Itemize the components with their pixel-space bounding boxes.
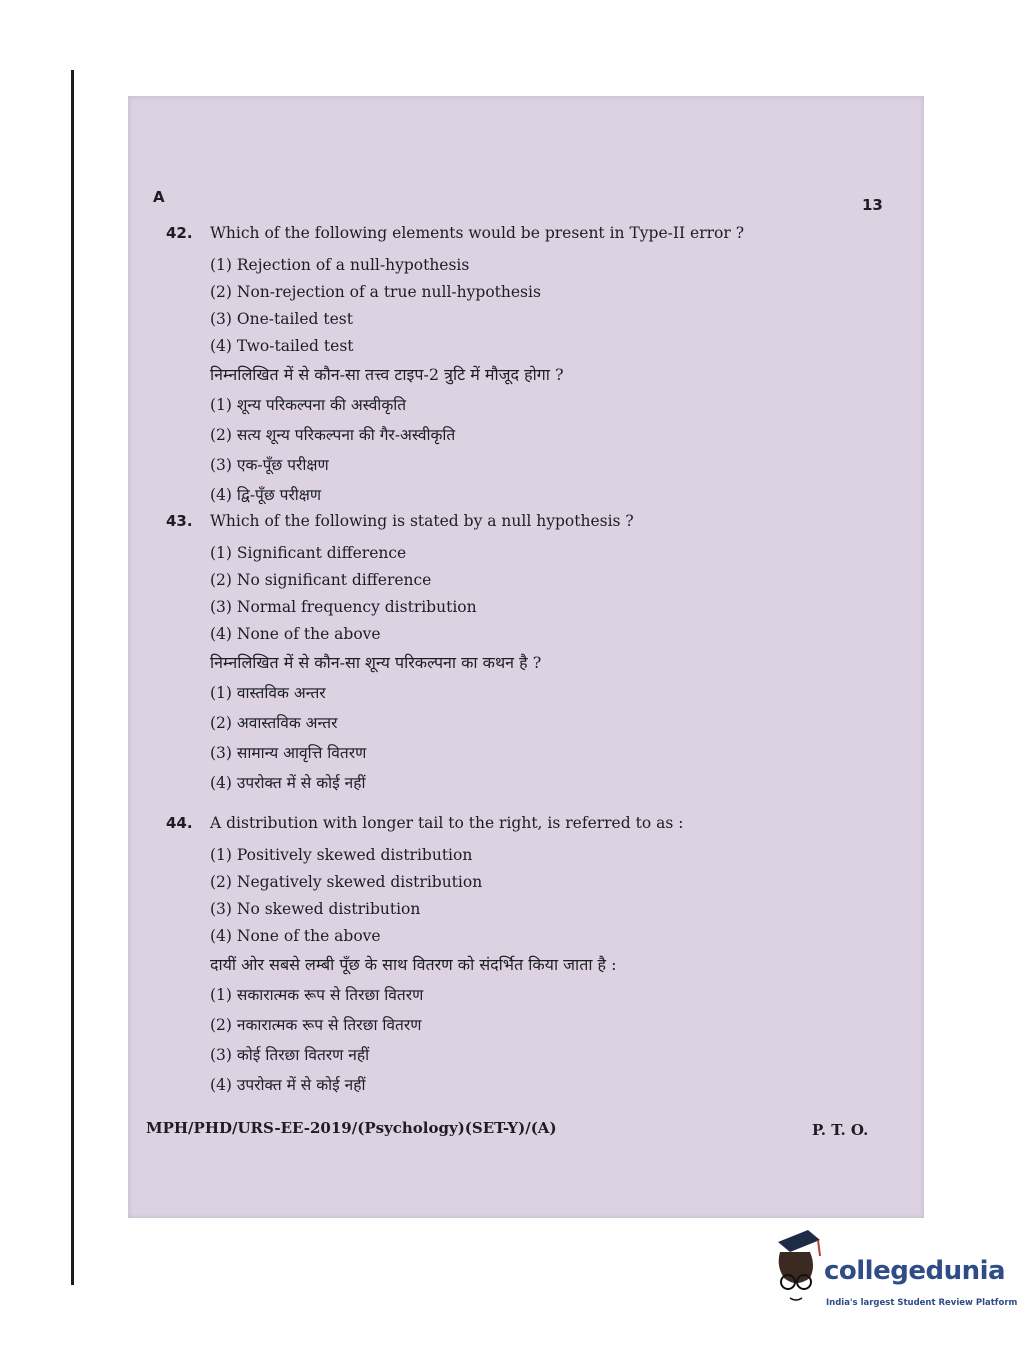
option-en: (3) One-tailed test — [210, 310, 353, 328]
option-hi: (1) सकारात्मक रूप से तिरछा वितरण — [210, 986, 424, 1004]
option-en: (4) None of the above — [210, 927, 381, 945]
option-hi: (1) वास्तविक अन्तर — [210, 684, 326, 702]
option-en: (1) Positively skewed distribution — [210, 846, 473, 864]
option-hi: (1) शून्य परिकल्पना की अस्वीकृति — [210, 396, 407, 414]
question-42 — [166, 224, 886, 510]
option-hi: (4) उपरोक्त में से कोई नहीं — [210, 1076, 366, 1094]
option-hi: (3) कोई तिरछा वितरण नहीं — [210, 1046, 370, 1064]
paper-code: MPH/PHD/URS-EE-2019/(Psychology)(SET-Y)/(A) — [146, 1119, 557, 1137]
option-en: (2) No significant difference — [210, 571, 432, 589]
question-text-en: Which of the following elements would be present in Type-II error ? — [210, 224, 745, 242]
question-44 — [166, 814, 886, 1100]
option-en: (4) Two-tailed test — [210, 337, 354, 355]
brand-tagline: India's largest Student Review Platform — [826, 1298, 1018, 1308]
option-hi: (3) एक-पूँछ परीक्षण — [210, 456, 329, 474]
question-number: 42. — [166, 224, 193, 242]
set-letter: A — [153, 188, 165, 206]
option-hi: (4) द्वि-पूँछ परीक्षण — [210, 486, 322, 504]
mascot-icon — [768, 1222, 824, 1314]
option-hi: (2) सत्य शून्य परिकल्पना की गैर-अस्वीकृति — [210, 426, 456, 444]
exam-page — [128, 96, 924, 1218]
pto-label: P. T. O. — [812, 1121, 869, 1139]
brand-name: collegedunia — [824, 1256, 1006, 1286]
option-en: (1) Rejection of a null-hypothesis — [210, 256, 470, 274]
collegedunia-watermark — [768, 1222, 1018, 1314]
question-text-hi: दायीं ओर सबसे लम्बी पूँछ के साथ वितरण को संदर्भित किया जाता है : — [210, 955, 617, 974]
question-43 — [166, 512, 886, 798]
question-number: 43. — [166, 512, 193, 530]
question-text-en: A distribution with longer tail to the right, is referred to as : — [210, 814, 684, 832]
question-text-hi: निम्नलिखित में से कौन-सा शून्य परिकल्पना का कथन है ? — [210, 653, 542, 672]
question-number: 44. — [166, 814, 193, 832]
option-en: (3) No skewed distribution — [210, 900, 421, 918]
option-en: (2) Negatively skewed distribution — [210, 873, 483, 891]
option-en: (4) None of the above — [210, 625, 381, 643]
option-hi: (2) अवास्तविक अन्तर — [210, 714, 338, 732]
option-en: (2) Non-rejection of a true null-hypothesis — [210, 283, 541, 301]
option-hi: (3) सामान्य आवृत्ति वितरण — [210, 744, 367, 762]
page-number: 13 — [862, 196, 883, 214]
option-en: (3) Normal frequency distribution — [210, 598, 477, 616]
scan-edge — [71, 70, 74, 1285]
option-hi: (4) उपरोक्त में से कोई नहीं — [210, 774, 366, 792]
question-text-en: Which of the following is stated by a null hypothesis ? — [210, 512, 634, 530]
question-text-hi: निम्नलिखित में से कौन-सा तत्त्व टाइप-2 त्रुटि में मौजूद होगा ? — [210, 365, 564, 384]
option-hi: (2) नकारात्मक रूप से तिरछा वितरण — [210, 1016, 422, 1034]
option-en: (1) Significant difference — [210, 544, 407, 562]
